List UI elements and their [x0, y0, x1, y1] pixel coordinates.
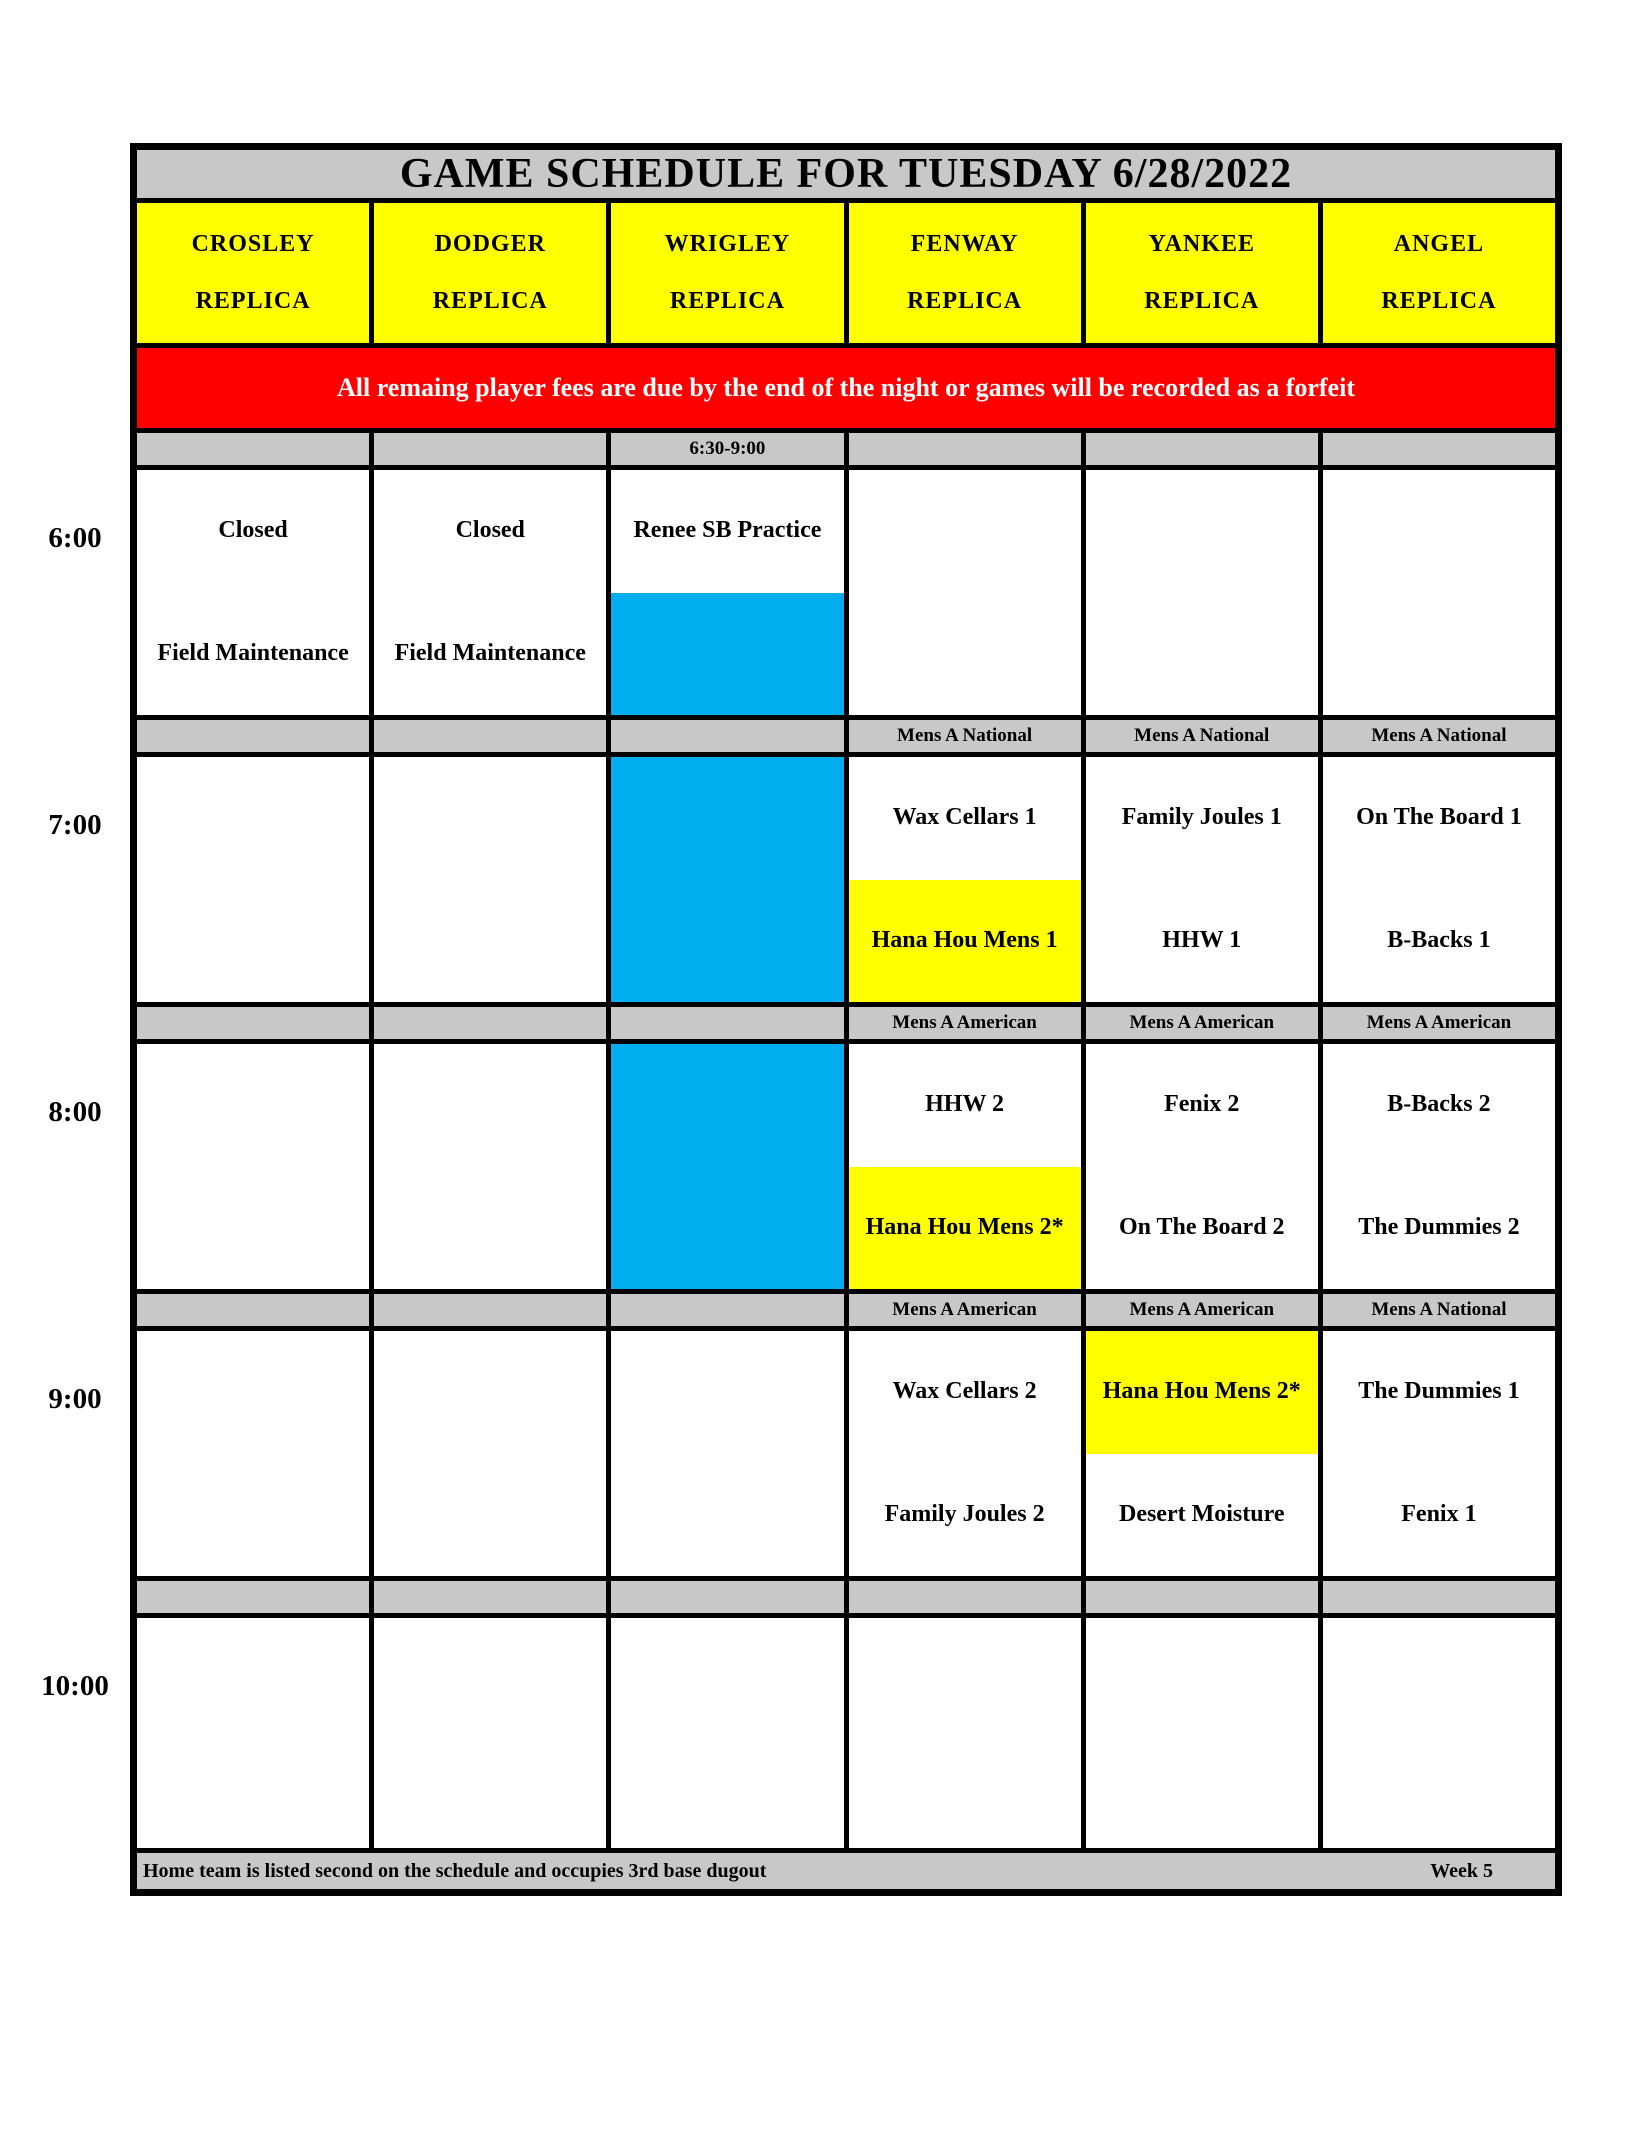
cell-900-dodger	[374, 1331, 606, 1576]
cell-600-yankee	[1086, 470, 1318, 715]
slot-600-wrigley-top: Renee SB Practice	[633, 517, 822, 544]
time-label-1000: 10:00	[41, 1670, 109, 1702]
field-name: ANGEL	[1393, 231, 1485, 257]
field-name: DODGER	[434, 231, 546, 257]
field-type: REPLICA	[432, 288, 548, 314]
team-700-yankee-away: Family Joules 1	[1121, 804, 1282, 831]
slot-900-crosley-top	[137, 1331, 369, 1454]
field-header-wrigley	[611, 203, 843, 343]
slot-1000-crosley-bottom	[137, 1733, 369, 1848]
slot-1000-yankee-bottom	[1086, 1733, 1318, 1848]
slot-600-fenway-top	[849, 470, 1081, 593]
cell-900-yankee	[1086, 1331, 1318, 1576]
cell-1000-wrigley	[611, 1618, 843, 1848]
strip-600-crosley	[137, 433, 369, 465]
strip-700-crosley	[137, 720, 369, 752]
slot-700-dodger-top	[374, 757, 606, 880]
team-900-yankee-home: Desert Moisture	[1118, 1500, 1285, 1527]
cell-900-angel	[1323, 1331, 1555, 1576]
cell-800-crosley	[137, 1044, 369, 1289]
team-900-fenway-away: Wax Cellars 2	[892, 1378, 1037, 1405]
team-800-yankee-away: Fenix 2	[1164, 1091, 1240, 1118]
strip-700-wrigley	[611, 720, 843, 752]
team-700-angel-away: On The Board 1	[1356, 804, 1522, 831]
slot-800-crosley-top	[137, 1044, 369, 1167]
cell-800-yankee	[1086, 1044, 1318, 1289]
slot-1000-dodger-bottom	[374, 1733, 606, 1848]
strip-900-dodger	[374, 1294, 606, 1326]
practice-block-600-wrigley	[611, 593, 843, 716]
slot-1000-wrigley-top	[611, 1618, 843, 1733]
strip-700-yankee-league: Mens A National	[1086, 720, 1318, 752]
team-800-angel-away: B-Backs 2	[1387, 1091, 1491, 1118]
slot-900-dodger-bottom	[374, 1454, 606, 1577]
strip-800-crosley	[137, 1007, 369, 1039]
slot-1000-angel-top	[1323, 1618, 1555, 1733]
strip-1000-yankee	[1086, 1581, 1318, 1613]
strip-900-fenway-league: Mens A American	[849, 1294, 1081, 1326]
field-header-angel	[1323, 203, 1555, 343]
cell-800-angel	[1323, 1044, 1555, 1289]
field-header-fenway	[849, 203, 1081, 343]
team-800-yankee-home: On The Board 2	[1118, 1213, 1285, 1240]
team-800-fenway-away: HHW 2	[925, 1091, 1005, 1118]
strip-800-angel-league: Mens A American	[1323, 1007, 1555, 1039]
slot-600-dodger-bottom: Field Maintenance	[394, 639, 586, 666]
strip-1000-fenway	[849, 1581, 1081, 1613]
strip-800-wrigley	[611, 1007, 843, 1039]
cell-600-angel	[1323, 470, 1555, 715]
slot-1000-dodger-top	[374, 1618, 606, 1733]
slot-1000-wrigley-bottom	[611, 1733, 843, 1848]
slot-600-yankee-bottom	[1086, 593, 1318, 716]
cell-700-angel	[1323, 757, 1555, 1002]
cell-600-dodger	[374, 470, 606, 715]
slot-900-wrigley-top	[611, 1331, 843, 1454]
cell-600-wrigley	[611, 470, 843, 715]
footer-note: Home team is listed second on the schedule and occupies 3rd base dugout	[143, 1859, 767, 1882]
time-label-900: 9:00	[48, 1383, 102, 1415]
slot-700-crosley-top	[137, 757, 369, 880]
field-type: REPLICA	[669, 288, 785, 314]
slot-900-wrigley-bottom	[611, 1454, 843, 1577]
slot-1000-yankee-top	[1086, 1618, 1318, 1733]
page-title: GAME SCHEDULE FOR TUESDAY 6/28/2022	[137, 150, 1555, 198]
cell-800-dodger	[374, 1044, 606, 1289]
team-700-angel-home: B-Backs 1	[1387, 926, 1491, 953]
time-label-800: 8:00	[48, 1096, 102, 1128]
field-type: REPLICA	[1381, 288, 1497, 314]
slot-800-dodger-bottom	[374, 1167, 606, 1290]
field-name: YANKEE	[1148, 231, 1255, 257]
field-name: CROSLEY	[191, 231, 315, 257]
practice-block-700-wrigley-top	[611, 757, 843, 880]
team-900-angel-away: The Dummies 1	[1358, 1378, 1520, 1405]
slot-900-dodger-top	[374, 1331, 606, 1454]
field-header-dodger	[374, 203, 606, 343]
strip-900-yankee-league: Mens A American	[1086, 1294, 1318, 1326]
cell-1000-dodger	[374, 1618, 606, 1848]
field-type: REPLICA	[1144, 288, 1260, 314]
cell-900-wrigley	[611, 1331, 843, 1576]
cell-1000-angel	[1323, 1618, 1555, 1848]
time-label-700: 7:00	[48, 809, 102, 841]
strip-1000-dodger	[374, 1581, 606, 1613]
strip-700-dodger	[374, 720, 606, 752]
field-name: FENWAY	[910, 231, 1019, 257]
slot-700-dodger-bottom	[374, 880, 606, 1003]
slot-700-crosley-bottom	[137, 880, 369, 1003]
strip-800-fenway-league: Mens A American	[849, 1007, 1081, 1039]
slot-1000-fenway-bottom	[849, 1733, 1081, 1848]
field-type: REPLICA	[195, 288, 311, 314]
cell-700-yankee	[1086, 757, 1318, 1002]
strip-600-yankee	[1086, 433, 1318, 465]
strip-800-yankee-league: Mens A American	[1086, 1007, 1318, 1039]
cell-700-dodger	[374, 757, 606, 1002]
strip-900-angel-league: Mens A National	[1323, 1294, 1555, 1326]
slot-600-angel-bottom	[1323, 593, 1555, 716]
cell-700-fenway	[849, 757, 1081, 1002]
field-header-crosley	[137, 203, 369, 343]
slot-600-fenway-bottom	[849, 593, 1081, 716]
slot-800-crosley-bottom	[137, 1167, 369, 1290]
strip-700-fenway-league: Mens A National	[849, 720, 1081, 752]
field-type: REPLICA	[907, 288, 1023, 314]
cell-1000-yankee	[1086, 1618, 1318, 1848]
strip-600-dodger	[374, 433, 606, 465]
strip-900-crosley	[137, 1294, 369, 1326]
strip-800-dodger	[374, 1007, 606, 1039]
team-700-fenway-home-highlighted: Hana Hou Mens 1	[849, 880, 1081, 1003]
slot-600-crosley-bottom: Field Maintenance	[157, 639, 349, 666]
slot-600-crosley-top: Closed	[218, 517, 288, 544]
strip-600-wrigley-practice-window: 6:30-9:00	[611, 433, 843, 465]
team-900-fenway-home: Family Joules 2	[884, 1500, 1045, 1527]
slot-600-yankee-top	[1086, 470, 1318, 593]
team-700-yankee-home: HHW 1	[1162, 926, 1242, 953]
footer-bar	[137, 1853, 1555, 1889]
strip-600-fenway	[849, 433, 1081, 465]
practice-block-700-wrigley-bottom	[611, 880, 843, 1003]
strip-600-angel	[1323, 433, 1555, 465]
time-label-600: 6:00	[48, 522, 102, 554]
cell-900-crosley	[137, 1331, 369, 1576]
team-700-fenway-away: Wax Cellars 1	[892, 804, 1037, 831]
team-900-yankee-away-highlighted: Hana Hou Mens 2*	[1086, 1331, 1318, 1454]
strip-1000-angel	[1323, 1581, 1555, 1613]
slot-1000-crosley-top	[137, 1618, 369, 1733]
fees-due-banner: All remaing player fees are due by the end of the night or games will be recorded as a forfeit	[137, 348, 1555, 428]
slot-600-angel-top	[1323, 470, 1555, 593]
cell-700-crosley	[137, 757, 369, 1002]
team-900-angel-home: Fenix 1	[1401, 1500, 1477, 1527]
field-header-yankee	[1086, 203, 1318, 343]
cell-600-fenway	[849, 470, 1081, 715]
strip-1000-wrigley	[611, 1581, 843, 1613]
team-800-fenway-home-highlighted: Hana Hou Mens 2*	[849, 1167, 1081, 1290]
slot-600-dodger-top: Closed	[455, 517, 525, 544]
practice-block-800-wrigley-top	[611, 1044, 843, 1167]
cell-600-crosley	[137, 470, 369, 715]
cell-1000-crosley	[137, 1618, 369, 1848]
field-name: WRIGLEY	[664, 231, 791, 257]
strip-1000-crosley	[137, 1581, 369, 1613]
cell-900-fenway	[849, 1331, 1081, 1576]
practice-block-800-wrigley-bottom	[611, 1167, 843, 1290]
cell-1000-fenway	[849, 1618, 1081, 1848]
slot-800-dodger-top	[374, 1044, 606, 1167]
slot-1000-fenway-top	[849, 1618, 1081, 1733]
slot-1000-angel-bottom	[1323, 1733, 1555, 1848]
strip-700-angel-league: Mens A National	[1323, 720, 1555, 752]
strip-900-wrigley	[611, 1294, 843, 1326]
cell-800-wrigley	[611, 1044, 843, 1289]
schedule-table	[130, 143, 1562, 1896]
cell-800-fenway	[849, 1044, 1081, 1289]
week-number: Week 5	[1430, 1859, 1493, 1882]
team-800-angel-home: The Dummies 2	[1358, 1213, 1520, 1240]
cell-700-wrigley	[611, 757, 843, 1002]
slot-900-crosley-bottom	[137, 1454, 369, 1577]
